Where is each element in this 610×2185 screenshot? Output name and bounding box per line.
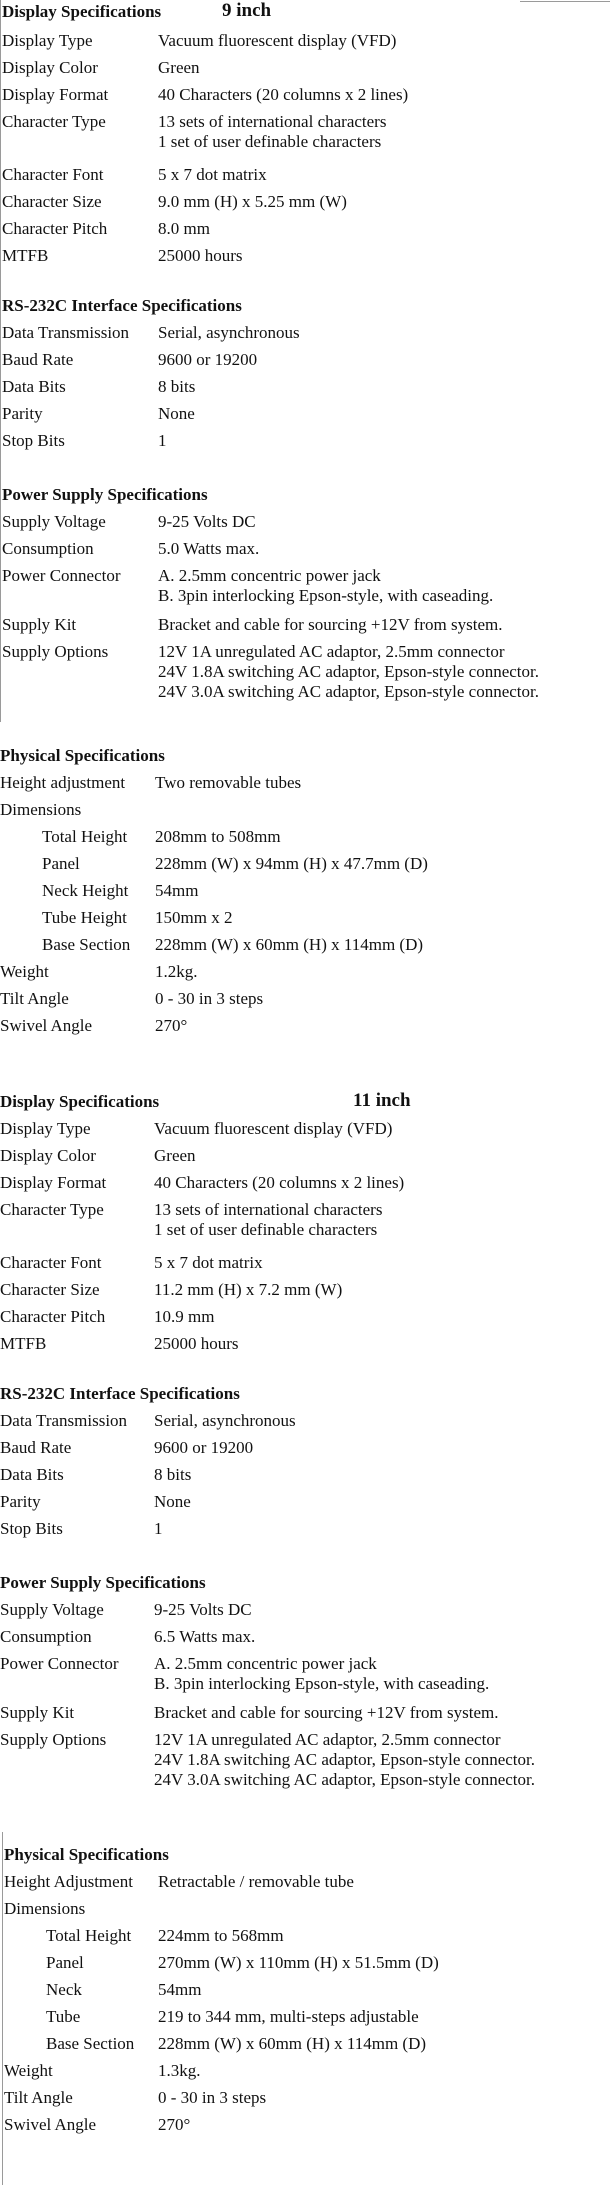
- 11inch-character-size-value: 11.2 mm (H) x 7.2 mm (W): [154, 1280, 343, 1299]
- 11inch-stop-bits-value: 1: [154, 1519, 163, 1538]
- 9inch-baud-rate-label: Baud Rate: [2, 350, 74, 369]
- 11inch-stop-bits-label: Stop Bits: [0, 1519, 63, 1538]
- 11inch-character-size-label: Character Size: [0, 1280, 100, 1299]
- 9inch-data-transmission-value: Serial, asynchronous: [158, 323, 300, 342]
- 9inch-swivel-angle-label: Swivel Angle: [0, 1016, 93, 1035]
- 9inch-character-type-value2: 1 set of user definable characters: [158, 132, 382, 151]
- 9inch-display-format-value: 40 Characters (20 columns x 2 lines): [158, 85, 409, 104]
- 9inch-weight-value: 1.2kg.: [155, 962, 198, 981]
- 11inch-baud-rate-value: 9600 or 19200: [154, 1438, 254, 1457]
- 11inch-rs-232c-interface-specifications-heading: RS-232C Interface Specifications: [0, 1384, 240, 1403]
- 9inch-mtfb-value: 25000 hours: [158, 246, 243, 265]
- 9inch-panel-label: Panel: [42, 854, 80, 873]
- 9inch-mtfb-label: MTFB: [2, 246, 49, 265]
- 11inch-character-type-value: 13 sets of international characters: [154, 1200, 383, 1219]
- 11inch-tilt-angle-label: Tilt Angle: [4, 2088, 73, 2107]
- 11inch-base-section-value: 228mm (W) x 60mm (H) x 114mm (D): [158, 2034, 427, 2053]
- 11inch-mtfb-value: 25000 hours: [154, 1334, 239, 1353]
- 11inch-character-pitch-value: 10.9 mm: [154, 1307, 215, 1326]
- 11inch-consumption-value: 6.5 Watts max.: [154, 1627, 256, 1646]
- 9inch-display-color-label: Display Color: [2, 58, 98, 77]
- 9inch-supply-voltage-label: Supply Voltage: [2, 512, 106, 531]
- 11inch-supply-options-label: Supply Options: [0, 1730, 107, 1749]
- 9inch-character-font-value: 5 x 7 dot matrix: [158, 165, 267, 184]
- 11inch-neck-value: 54mm: [158, 1980, 202, 1999]
- 9inch-supply-options-value3: 24V 3.0A switching AC adaptor, Epson-style connector.: [158, 682, 539, 701]
- 11inch-neck-label: Neck: [46, 1980, 82, 1999]
- 11inch-supply-kit-label: Supply Kit: [0, 1703, 75, 1722]
- 11inch-total-height-label: Total Height: [46, 1926, 132, 1945]
- 9inch-display-color-value: Green: [158, 58, 200, 77]
- 9inch-data-bits-value: 8 bits: [158, 377, 196, 396]
- 9inch-character-pitch-value: 8.0 mm: [158, 219, 210, 238]
- 9inch-total-height-value: 208mm to 508mm: [155, 827, 281, 846]
- 9inch-character-size-label: Character Size: [2, 192, 102, 211]
- 11inch-total-height-value: 224mm to 568mm: [158, 1926, 284, 1945]
- 9inch-display-type-label: Display Type: [2, 31, 93, 50]
- 9inch-size-label: 9 inch: [222, 0, 272, 21]
- 9inch-supply-options-value: 12V 1A unregulated AC adaptor, 2.5mm connector: [158, 642, 505, 661]
- 9inch-supply-voltage-value: 9-25 Volts DC: [158, 512, 256, 531]
- 11inch-character-type-label: Character Type: [0, 1200, 104, 1219]
- 9inch-character-size-value: 9.0 mm (H) x 5.25 mm (W): [158, 192, 347, 211]
- 9inch-power-connector-value: A. 2.5mm concentric power jack: [158, 566, 381, 585]
- 9inch-character-type-label: Character Type: [2, 112, 106, 131]
- 9inch-data-transmission-label: Data Transmission: [2, 323, 130, 342]
- 11inch-data-bits-value: 8 bits: [154, 1465, 192, 1484]
- 11inch-display-specifications-heading: Display Specifications: [0, 1092, 160, 1111]
- 11inch-supply-options-value: 12V 1A unregulated AC adaptor, 2.5mm connector: [154, 1730, 501, 1749]
- 9inch-parity-label: Parity: [2, 404, 43, 423]
- 9inch-panel-value: 228mm (W) x 94mm (H) x 47.7mm (D): [155, 854, 428, 873]
- 9inch-power-connector-value2: B. 3pin interlocking Epson-style, with caseading.: [158, 586, 494, 605]
- 11inch-physical-specifications-heading: Physical Specifications: [4, 1845, 169, 1864]
- left-rule-9inch: [0, 0, 1, 722]
- 11inch-panel-label: Panel: [46, 1953, 84, 1972]
- 9inch-supply-kit-label: Supply Kit: [2, 615, 77, 634]
- 11inch-consumption-label: Consumption: [0, 1627, 92, 1646]
- 11inch-panel-value: 270mm (W) x 110mm (H) x 51.5mm (D): [158, 1953, 439, 1972]
- 11inch-supply-voltage-value: 9-25 Volts DC: [154, 1600, 252, 1619]
- 9inch-character-type-value: 13 sets of international characters: [158, 112, 387, 131]
- 9inch-baud-rate-value: 9600 or 19200: [158, 350, 258, 369]
- top-right-rule: [520, 1, 610, 2]
- 9inch-rs-232c-interface-specifications-heading: RS-232C Interface Specifications: [2, 296, 242, 315]
- 11inch-weight-label: Weight: [4, 2061, 53, 2080]
- 9inch-physical-specifications-heading: Physical Specifications: [0, 746, 165, 765]
- 9inch-swivel-angle-value: 270°: [155, 1016, 188, 1035]
- 11inch-tube-label: Tube: [46, 2007, 81, 2026]
- 9inch-data-bits-label: Data Bits: [2, 377, 66, 396]
- 11inch-parity-value: None: [154, 1492, 191, 1511]
- 9inch-parity-value: None: [158, 404, 195, 423]
- 9inch-supply-kit-value: Bracket and cable for sourcing +12V from system.: [158, 615, 503, 634]
- 11inch-height-adjustment-label: Height Adjustment: [4, 1872, 133, 1891]
- 9inch-power-supply-specifications-heading: Power Supply Specifications: [2, 485, 208, 504]
- 11inch-mtfb-label: MTFB: [0, 1334, 47, 1353]
- 9inch-display-format-label: Display Format: [2, 85, 109, 104]
- 11inch-tube-value: 219 to 344 mm, multi-steps adjustable: [158, 2007, 419, 2026]
- 9inch-display-type-value: Vacuum fluorescent display (VFD): [158, 31, 397, 50]
- 11inch-display-type-label: Display Type: [0, 1119, 91, 1138]
- 9inch-height-adjustment-label: Height adjustment: [0, 773, 126, 792]
- 9inch-base-section-label: Base Section: [42, 935, 131, 954]
- 11inch-height-adjustment-value: Retractable / removable tube: [158, 1872, 354, 1891]
- 9inch-stop-bits-value: 1: [158, 431, 167, 450]
- 11inch-character-font-label: Character Font: [0, 1253, 102, 1272]
- 11inch-display-color-value: Green: [154, 1146, 196, 1165]
- 11inch-display-color-label: Display Color: [0, 1146, 96, 1165]
- 11inch-supply-kit-value: Bracket and cable for sourcing +12V from system.: [154, 1703, 499, 1722]
- 11inch-data-transmission-value: Serial, asynchronous: [154, 1411, 296, 1430]
- 11inch-parity-label: Parity: [0, 1492, 41, 1511]
- 11inch-baud-rate-label: Baud Rate: [0, 1438, 72, 1457]
- 9inch-character-pitch-label: Character Pitch: [2, 219, 108, 238]
- 11inch-size-label: 11 inch: [353, 1090, 411, 1111]
- 11inch-supply-options-value3: 24V 3.0A switching AC adaptor, Epson-style connector.: [154, 1770, 535, 1789]
- 9inch-tube-height-value: 150mm x 2: [155, 908, 233, 927]
- 11inch-data-transmission-label: Data Transmission: [0, 1411, 128, 1430]
- 11inch-display-type-value: Vacuum fluorescent display (VFD): [154, 1119, 393, 1138]
- 9inch-supply-options-label: Supply Options: [2, 642, 109, 661]
- 9inch-neck-height-value: 54mm: [155, 881, 199, 900]
- 9inch-neck-height-label: Neck Height: [42, 881, 129, 900]
- 11inch-swivel-angle-label: Swivel Angle: [4, 2115, 97, 2134]
- 9inch-display-specifications-heading: Display Specifications: [2, 2, 162, 21]
- 9inch-supply-options-value2: 24V 1.8A switching AC adaptor, Epson-style connector.: [158, 662, 539, 681]
- 11inch-supply-options-value2: 24V 1.8A switching AC adaptor, Epson-style connector.: [154, 1750, 535, 1769]
- 11inch-display-format-label: Display Format: [0, 1173, 107, 1192]
- 11inch-base-section-label: Base Section: [46, 2034, 135, 2053]
- 9inch-power-connector-label: Power Connector: [2, 566, 121, 585]
- 11inch-power-connector-value2: B. 3pin interlocking Epson-style, with caseading.: [154, 1674, 490, 1693]
- 11inch-dimensions-label: Dimensions: [4, 1899, 86, 1918]
- 9inch-total-height-label: Total Height: [42, 827, 128, 846]
- 11inch-tilt-angle-value: 0 - 30 in 3 steps: [158, 2088, 267, 2107]
- 9inch-consumption-label: Consumption: [2, 539, 94, 558]
- 11inch-power-connector-value: A. 2.5mm concentric power jack: [154, 1654, 377, 1673]
- 11inch-swivel-angle-value: 270°: [158, 2115, 191, 2134]
- 9inch-weight-label: Weight: [0, 962, 49, 981]
- 11inch-power-supply-specifications-heading: Power Supply Specifications: [0, 1573, 206, 1592]
- 9inch-consumption-value: 5.0 Watts max.: [158, 539, 260, 558]
- 11inch-character-font-value: 5 x 7 dot matrix: [154, 1253, 263, 1272]
- left-rule-11inch: [2, 1832, 3, 2185]
- 11inch-power-connector-label: Power Connector: [0, 1654, 119, 1673]
- 11inch-character-type-value2: 1 set of user definable characters: [154, 1220, 378, 1239]
- 11inch-supply-voltage-label: Supply Voltage: [0, 1600, 104, 1619]
- 9inch-tube-height-label: Tube Height: [42, 908, 127, 927]
- 9inch-stop-bits-label: Stop Bits: [2, 431, 65, 450]
- 9inch-tilt-angle-value: 0 - 30 in 3 steps: [155, 989, 264, 1008]
- 9inch-height-adjustment-value: Two removable tubes: [155, 773, 302, 792]
- 11inch-weight-value: 1.3kg.: [158, 2061, 201, 2080]
- 11inch-character-pitch-label: Character Pitch: [0, 1307, 106, 1326]
- 11inch-display-format-value: 40 Characters (20 columns x 2 lines): [154, 1173, 405, 1192]
- 9inch-dimensions-label: Dimensions: [0, 800, 82, 819]
- 9inch-character-font-label: Character Font: [2, 165, 104, 184]
- 9inch-base-section-value: 228mm (W) x 60mm (H) x 114mm (D): [155, 935, 424, 954]
- 9inch-tilt-angle-label: Tilt Angle: [0, 989, 69, 1008]
- 11inch-data-bits-label: Data Bits: [0, 1465, 64, 1484]
